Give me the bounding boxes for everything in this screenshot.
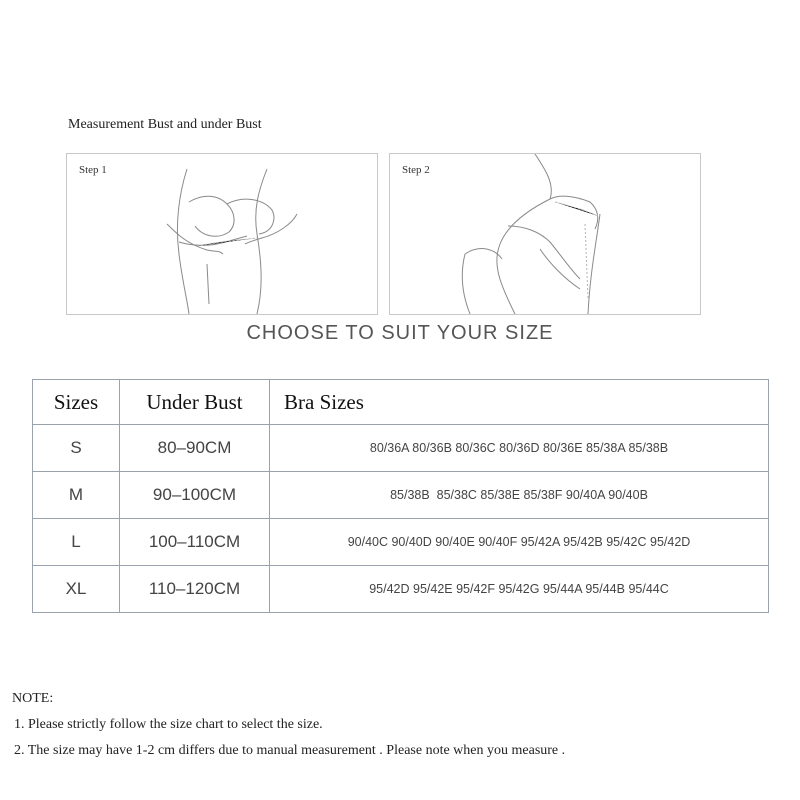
bra-sizes-cell: 85/38B 85/38C 85/38E 85/38F 90/40A 90/40B [270, 472, 769, 519]
bra-sizes-cell: 90/40C 90/40D 90/40E 90/40F 95/42A 95/42B 95/42C 95/42D [270, 519, 769, 566]
size-cell: XL [33, 566, 120, 613]
under-bust-cell: 100–110CM [120, 519, 270, 566]
step-1-illustration [66, 153, 378, 315]
size-cell: S [33, 425, 120, 472]
notes-title: NOTE: [12, 691, 54, 706]
under-bust-cell: 80–90CM [120, 425, 270, 472]
bust-measure-figure [67, 154, 377, 314]
page-heading: Measurement Bust and under Bust [68, 117, 262, 132]
underbust-measure-figure [390, 154, 700, 314]
size-cell: M [33, 472, 120, 519]
table-row [33, 519, 769, 566]
step-1-label: Step 1 [79, 164, 107, 176]
bra-sizes-column-header: Bra Sizes [270, 380, 769, 425]
step-2-label: Step 2 [402, 164, 430, 176]
note-line-1: 1. Please strictly follow the size chart to select the size. [14, 717, 323, 732]
under-bust-cell: 90–100CM [120, 472, 270, 519]
sizes-column-header: Sizes [33, 380, 120, 425]
size-chart-table [32, 379, 769, 613]
note-line-2: 2. The size may have 1-2 cm differs due to manual measurement . Please note when you measure . [14, 743, 566, 758]
under-bust-column-header: Under Bust [120, 380, 270, 425]
table-row [33, 566, 769, 613]
bra-sizes-cell: 80/36A 80/36B 80/36C 80/36D 80/36E 85/38A 85/38B [270, 425, 769, 472]
step-2-illustration [389, 153, 701, 315]
bra-sizes-cell: 95/42D 95/42E 95/42F 95/42G 95/44A 95/44B 95/44C [270, 566, 769, 613]
table-header-row [33, 380, 769, 425]
under-bust-cell: 110–120CM [120, 566, 270, 613]
choose-size-subtitle: CHOOSE TO SUIT YOUR SIZE [246, 322, 554, 344]
table-row [33, 472, 769, 519]
notes-section [12, 690, 565, 764]
table-row [33, 425, 769, 472]
size-cell: L [33, 519, 120, 566]
